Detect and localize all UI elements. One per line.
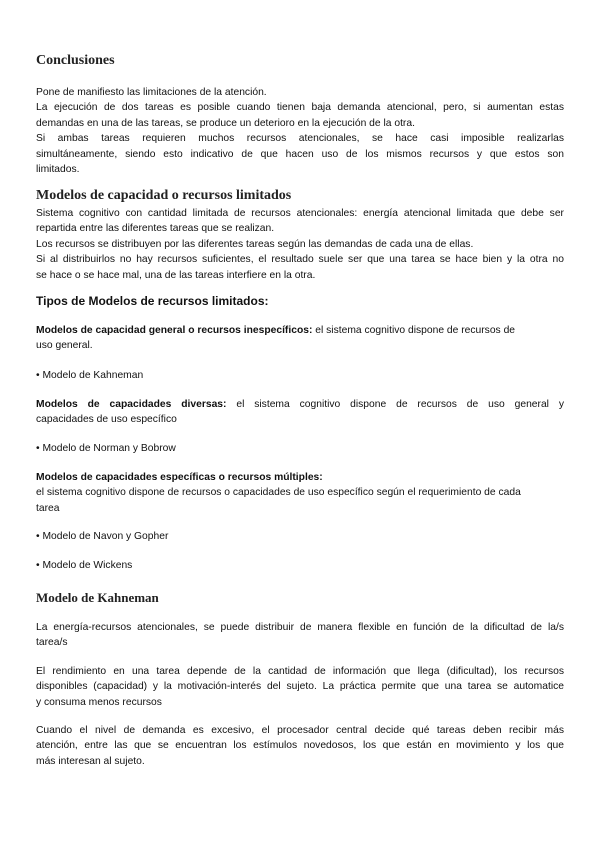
paragraph-kahneman-2 xyxy=(36,664,564,710)
text-line: Los recursos se distribuyen por las diferentes tareas según las demandas de cada una de ellas. xyxy=(36,238,474,250)
example-kahneman: • Modelo de Kahneman xyxy=(36,370,144,381)
text-line: más interesan al sujeto. xyxy=(36,755,145,767)
example-norman-bobrow: • Modelo de Norman y Bobrow xyxy=(36,443,176,454)
item-title: Modelos de capacidad general o recursos inespecíficos: xyxy=(36,325,313,336)
item-text: el sistema cognitivo dispone de recursos de xyxy=(312,325,516,336)
text-line: Si al distribuirlos no hay recursos suficientes, el resultado suele ser que una tarea se hace bien y la otra no xyxy=(36,254,564,266)
text-line: repartida entre las diferentes tareas que se realizan. xyxy=(36,223,275,235)
item-text: el sistema cognitivo dispone de recursos de uso general y xyxy=(226,399,564,410)
text-line: La ejecución de dos tareas es posible cuando tienen baja demanda atencional, pero, si aumentan estas xyxy=(36,102,564,114)
text-line: simultáneamente, siendo esto indicativo de que hacen uso de los mismos recursos y que estos son xyxy=(36,148,564,160)
heading-tipos: Tipos de Modelos de recursos limitados: xyxy=(36,294,269,308)
text-line: atención, entre las que se encuentran los estímulos novedosos, los que están en movimiento y los que xyxy=(36,740,564,752)
example-navon-gopher: • Modelo de Navon y Gopher xyxy=(36,531,169,542)
text-line: limitados. xyxy=(36,164,80,176)
text-line: se hace o se hace mal, una de las tareas interfiere en la otra. xyxy=(36,269,316,281)
list-item-capacidades-especificas xyxy=(36,470,564,516)
text-line: el sistema cognitivo dispone de recursos o capacidades de uso específico según el requerimiento de cada xyxy=(36,487,521,499)
paragraph-kahneman-1 xyxy=(36,620,564,651)
text-line: tarea xyxy=(36,502,60,514)
heading-modelo-kahneman: Modelo de Kahneman xyxy=(36,590,159,605)
text-line: tarea/s xyxy=(36,637,68,649)
example-wickens: • Modelo de Wickens xyxy=(36,560,133,571)
paragraph-kahneman-3 xyxy=(36,723,564,769)
text-line: Pone de manifiesto las limitaciones de la atención. xyxy=(36,87,267,98)
list-item-capacidad-general xyxy=(36,323,564,354)
text-line: Si ambas tareas requieren muchos recursos atencionales, se hace casi imposible realizarlas xyxy=(36,133,564,145)
paragraph-modelos-capacidad xyxy=(36,206,564,283)
text-line: Sistema cognitivo con cantidad limitada de recursos atencionales: energía atencional limitada que debe ser xyxy=(36,208,564,219)
item-title: Modelos de capacidades diversas: xyxy=(36,399,227,410)
text-line: Cuando el nivel de demanda es excesivo, el procesador central decide qué tareas deben recibir más xyxy=(36,725,564,736)
heading-conclusiones: Conclusiones xyxy=(36,53,115,68)
text-line: El rendimiento en una tarea depende de la cantidad de información que llega (dificultad), los recursos xyxy=(36,666,564,677)
paragraph-conclusiones xyxy=(36,85,564,177)
text-line: uso general. xyxy=(36,340,93,352)
item-title: Modelos de capacidades específicas o recursos múltiples: xyxy=(36,472,323,483)
text-line: disponibles (capacidad) y la motivación-interés del sujeto. La práctica permite que una tarea se automatice xyxy=(36,681,564,693)
list-item-capacidades-diversas xyxy=(36,397,564,428)
heading-modelos-capacidad: Modelos de capacidad o recursos limitados xyxy=(36,188,292,203)
text-line: La energía-recursos atencionales, se puede distribuir de manera flexible en función de la dificultad de la/s xyxy=(36,622,564,633)
text-line: y consuma menos recursos xyxy=(36,696,162,708)
text-line: capacidades de uso específico xyxy=(36,414,177,426)
text-line: demandas en una de las tareas, se produce un deterioro en la ejecución de la otra. xyxy=(36,117,415,129)
